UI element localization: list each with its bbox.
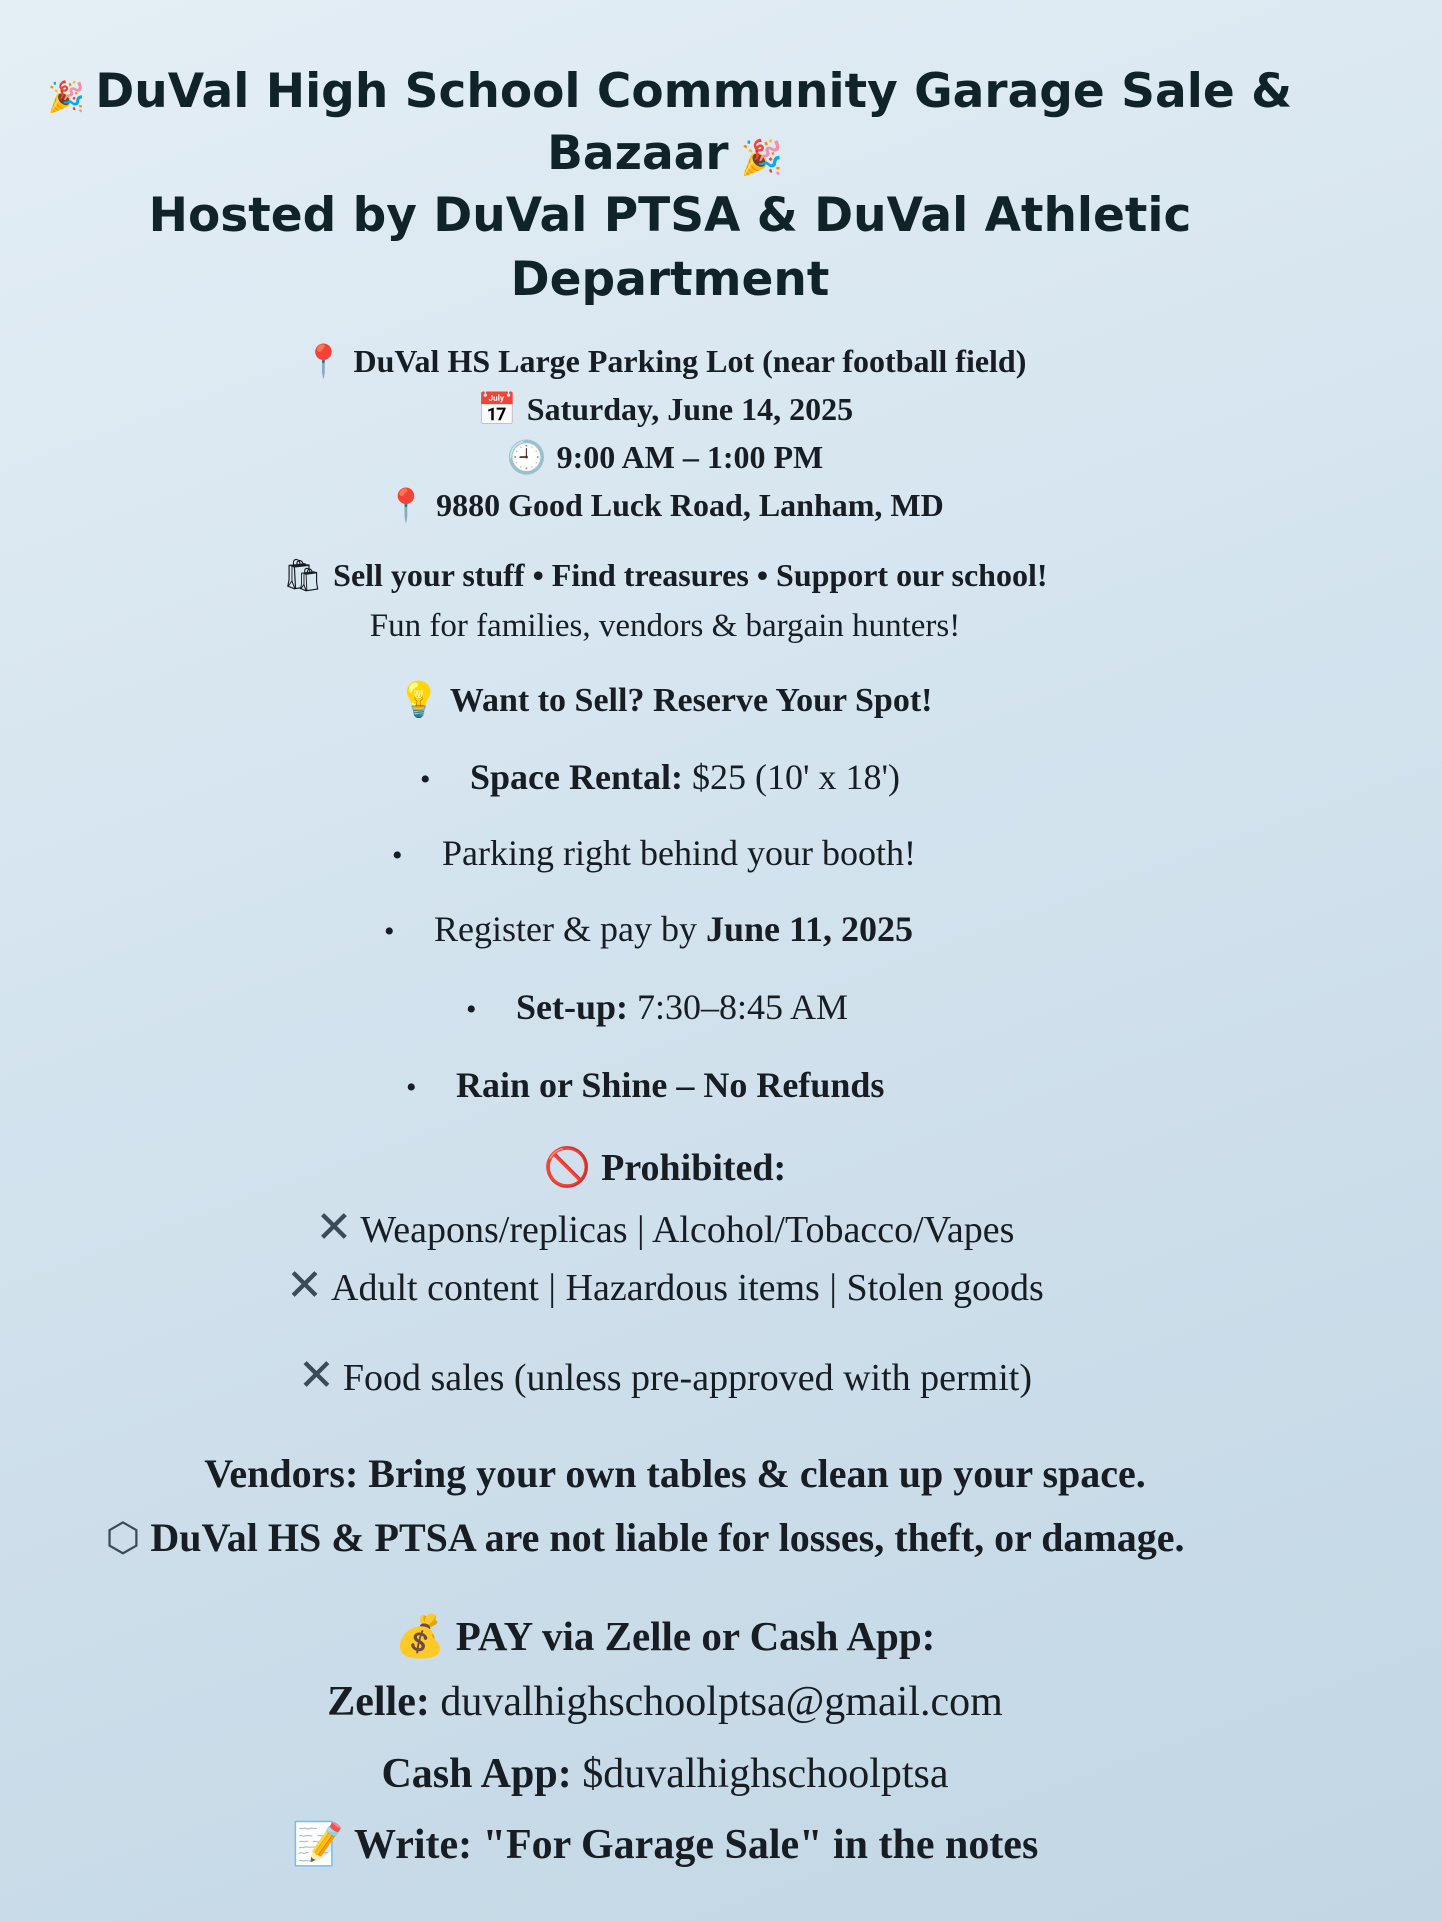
zelle-line: Zelle: duvalhighschoolptsa@gmail.com [327, 1679, 1003, 1725]
money-bag-icon: 💰 [394, 1613, 446, 1659]
liability-line: ⬡ DuVal HS & PTSA are not liable for losses, theft, or damage. [105, 1515, 1185, 1560]
sell-item-register: • Register & pay by June 11, 2025 [384, 909, 913, 949]
flyer-title-line1: 🎉 DuVal High School Community Garage Sale & [0, 62, 1340, 128]
prohibited-line: ✕ Weapons/replicas | Alcohol/Tobacco/Vapes [315, 1203, 1015, 1252]
bullet-icon: • [420, 763, 431, 796]
sell-item-setup: • Set-up: 7:30–8:45 AM [466, 987, 849, 1027]
promo-tagline: 🛍 Sell your stuff • Find treasures • Support our school! [282, 557, 1048, 593]
octagon-icon: ⬡ [105, 1515, 141, 1560]
prohibited-line: ✕ Food sales (unless pre-approved with permit) [298, 1351, 1032, 1400]
prohibited-icon: 🚫 [543, 1147, 592, 1189]
bullet-icon: • [392, 839, 403, 872]
sell-item-space-rental: • Space Rental: $25 (10' x 18') [420, 757, 900, 797]
party-popper-icon: 🎉 [740, 138, 783, 178]
payment-note: 📝 Write: "For Garage Sale" in the notes [291, 1822, 1039, 1868]
pushpin-icon: 📍 [386, 487, 427, 523]
sell-item-parking: • Parking right behind your booth! [392, 833, 916, 873]
light-bulb-icon: 💡 [397, 682, 440, 719]
vendors-line: Vendors: Bring your own tables & clean up your space. [204, 1451, 1146, 1496]
bullet-icon: • [406, 1071, 417, 1104]
prohibited-line: ✕ Adult content | Hazardous items | Stolen goods [286, 1261, 1044, 1310]
hosted-by-line2: Department [510, 252, 830, 307]
calendar-icon: 📅 [476, 391, 517, 427]
sell-heading: 💡 Want to Sell? Reserve Your Spot! [397, 682, 933, 719]
clock-icon: 🕘 [506, 439, 547, 475]
prohibited-heading: 🚫 Prohibited: [543, 1147, 787, 1189]
sell-item-rain-or-shine: • Rain or Shine – No Refunds [406, 1065, 885, 1105]
cashapp-line: Cash App: $duvalhighschoolptsa [381, 1751, 949, 1797]
bullet-icon: • [466, 993, 477, 1026]
event-location: 📍 DuVal HS Large Parking Lot (near football field) [303, 343, 1027, 379]
event-address: 📍 9880 Good Luck Road, Lanham, MD [386, 487, 944, 523]
promo-subline: Fun for families, vendors & bargain hunters! [369, 608, 961, 644]
event-date: 📅 Saturday, June 14, 2025 [476, 391, 854, 427]
shopping-bags-icon: 🛍 [282, 557, 324, 593]
cross-mark-icon: ✕ [298, 1351, 335, 1400]
payment-heading: 💰 PAY via Zelle or Cash App: [394, 1613, 936, 1659]
event-time: 🕘 9:00 AM – 1:00 PM [506, 439, 824, 475]
memo-icon: 📝 [291, 1822, 344, 1868]
hosted-by-line1: Hosted by DuVal PTSA & DuVal Athletic [148, 188, 1192, 243]
party-popper-icon: 🎉 [47, 80, 86, 115]
pushpin-icon: 📍 [303, 343, 344, 379]
cross-mark-icon: ✕ [286, 1261, 324, 1310]
bullet-icon: • [384, 915, 395, 948]
cross-mark-icon: ✕ [315, 1203, 353, 1252]
flyer-title-line2: Bazaar 🎉 [0, 124, 1340, 188]
